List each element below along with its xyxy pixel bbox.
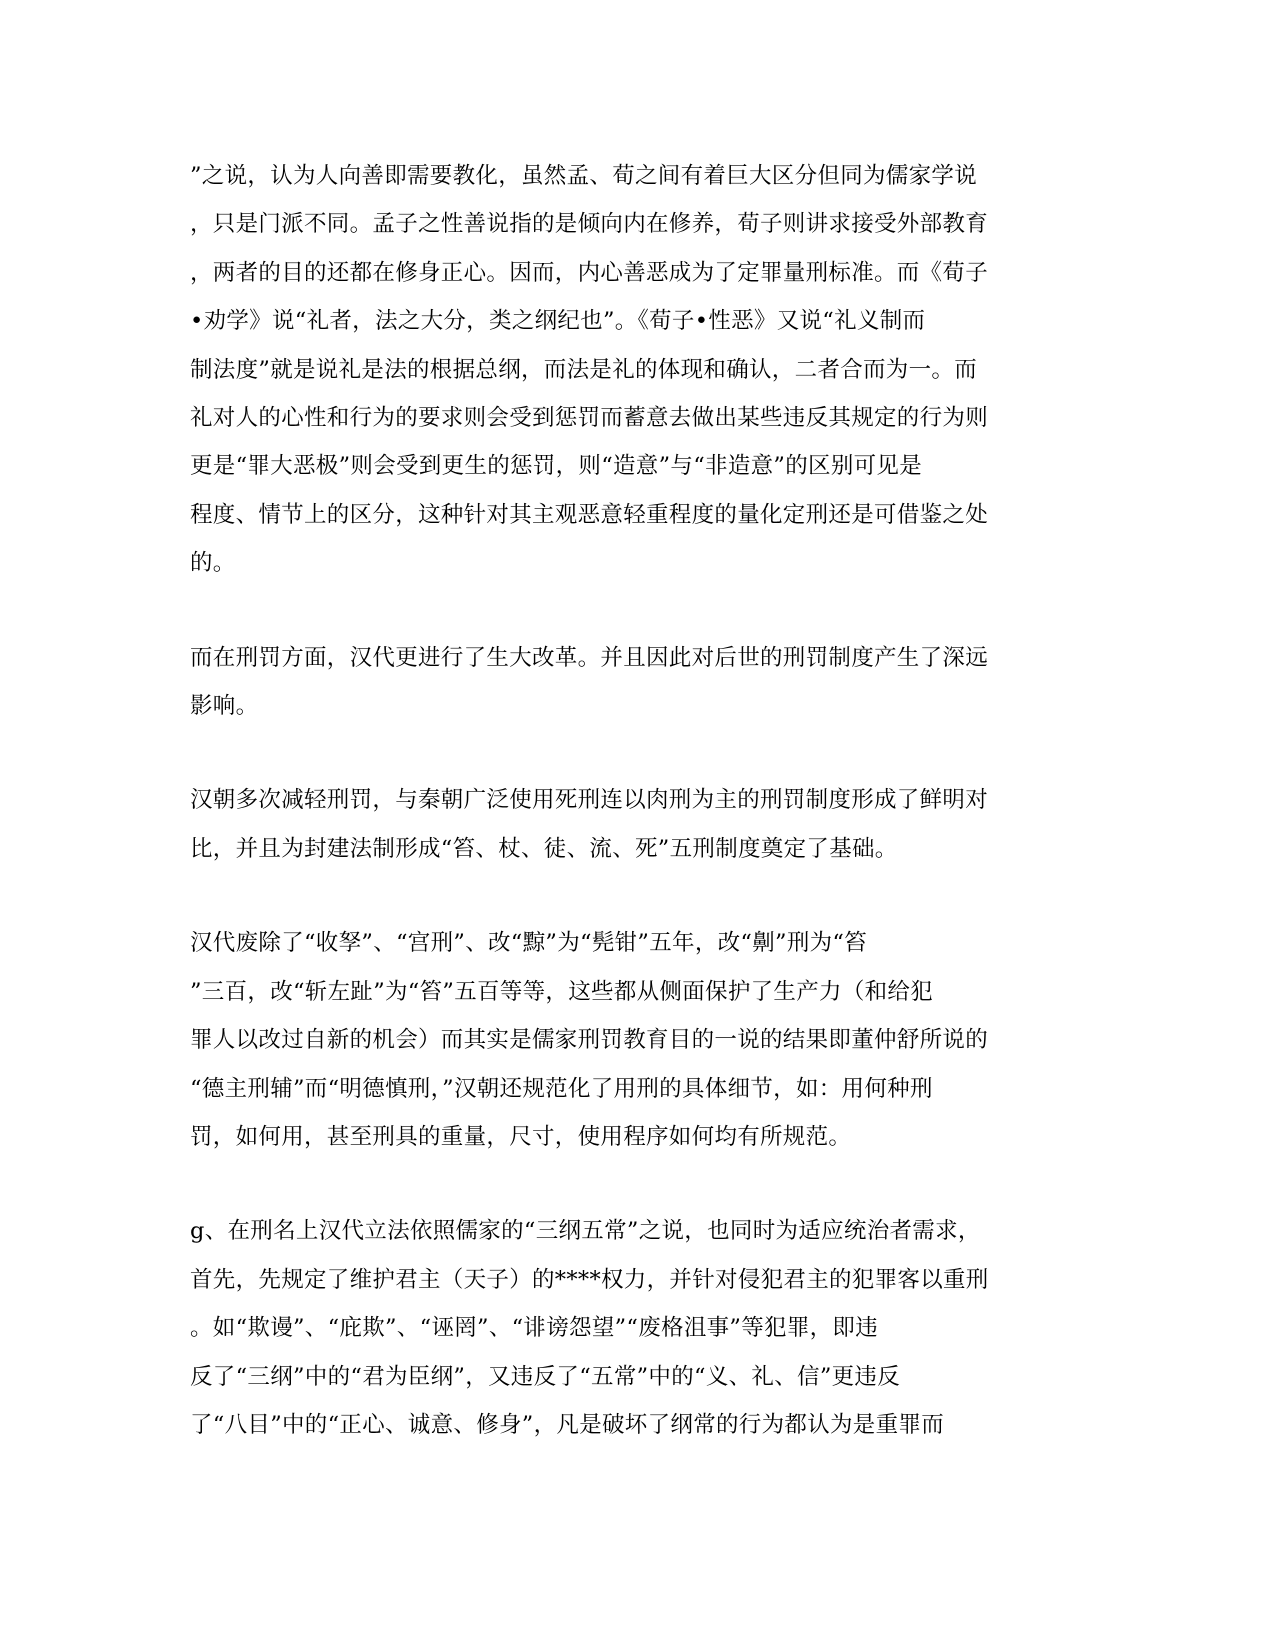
text-line: 了“八目”中的“正心、诚意、修身”，凡是破坏了纲常的行为都认为是重罪而 (190, 1411, 945, 1438)
text-line: 汉代废除了“收孥”、“宫刑”、改“黥”为“髡钳”五年，改“劓”刑为“笞 (190, 930, 868, 957)
text-line: 汉朝多次减轻刑罚，与秦朝广泛使用死刑连以肉刑为主的刑罚制度形成了鲜明对 (190, 787, 989, 814)
text-line: ，只是门派不同。孟子之性善说指的是倾向内在修养，荀子则讲求接受外部教育 (190, 211, 989, 238)
text-line: 影响。 (190, 693, 259, 720)
text-line: 的。 (190, 550, 236, 577)
text-line: 。如“欺谩”、“庇欺”、“诬罔”、“诽谤怨望”“废格沮事”等犯罪，即违 (190, 1315, 879, 1342)
text-line: 更是“罪大恶极”则会受到更生的惩罚，则“造意”与“非造意”的区别可见是 (190, 453, 923, 480)
text-line: 比，并且为封建法制形成“笞、杖、徒、流、死”五刑制度奠定了基础。 (190, 835, 898, 862)
text-line: 程度、情节上的区分，这种针对其主观恶意轻重程度的量化定刑还是可借鉴之处 (190, 501, 989, 528)
paragraph-1 (190, 152, 1070, 588)
text-line: ”之说，认为人向善即需要教化，虽然孟、荀之间有着巨大区分但同为儒家学说 (190, 163, 978, 189)
paragraph-5 (190, 1207, 1070, 1449)
text-line: 罚，如何用，甚至刑具的重量，尺寸，使用程序如何均有所规范。 (190, 1123, 852, 1150)
paragraph-3 (190, 776, 1070, 873)
text-line: 礼对人的心性和行为的要求则会受到惩罚而蓄意去做出某些违反其规定的行为则 (190, 405, 989, 432)
text-line: •劝学》说“礼者，法之大分，类之纲纪也”。《荀子•性恶》又说“礼义制而 (190, 308, 926, 335)
paragraph-4 (190, 919, 1070, 1161)
text-line: 而在刑罚方面，汉代更进行了生大改革。并且因此对后世的刑罚制度产生了深远 (190, 644, 989, 671)
text-line: “德主刑辅”而“明德慎刑，”汉朝还规范化了用刑的具体细节，如：用何种刑 (190, 1075, 933, 1102)
text-line: 反了“三纲”中的“君为臣纲”，又违反了“五常”中的“义、礼、信”更违反 (190, 1363, 901, 1390)
document-body (190, 152, 1070, 1449)
text-line: 首先，先规定了维护君主（天子）的****权力，并针对侵犯君主的犯罪客以重刑 (190, 1266, 989, 1293)
text-line: ”三百，改“斩左趾”为“笞”五百等等，这些都从侧面保护了生产力（和给犯 (190, 978, 934, 1005)
text-line: g、在刑名上汉代立法依照儒家的“三纲五常”之说，也同时为适应统治者需求， (190, 1218, 981, 1245)
text-line: ，两者的目的还都在修身正心。因而，内心善恶成为了定罪量刑标准。而《荀子 (190, 259, 989, 286)
text-line: 制法度”就是说礼是法的根据总纲，而法是礼的体现和确认，二者合而为一。而 (190, 356, 978, 383)
text-line: 罪人以改过自新的机会）而其实是儒家刑罚教育目的一说的结果即董仲舒所说的 (190, 1027, 989, 1054)
paragraph-2 (190, 634, 1070, 731)
